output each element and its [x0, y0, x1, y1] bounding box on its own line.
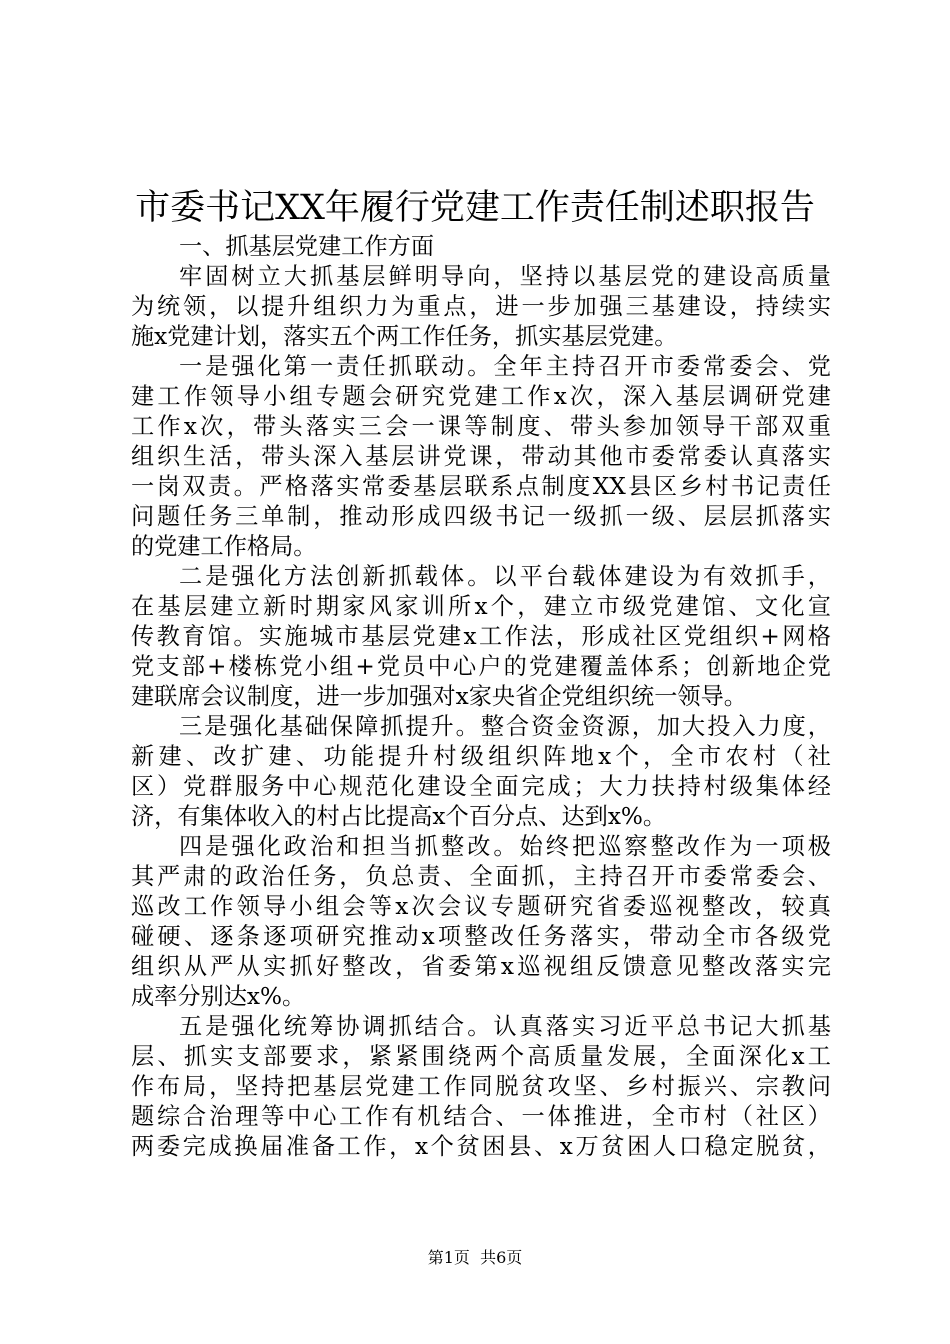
page-number: 第1页 [427, 1248, 470, 1267]
text-line: 组织从严从实抓好整改，省委第x巡视组反馈意见整改落实完 [131, 953, 831, 980]
text-line: 作布局，坚持把基层党建工作同脱贫攻坚、乡村振兴、宗教问 [131, 1073, 831, 1100]
text-line: 组织生活，带头深入基层讲党课，带动其他市委常委认真落实 [131, 443, 831, 470]
text-line: 其严肃的政治任务，负总责、全面抓，主持召开市委常委会、 [131, 863, 831, 890]
text-line: 济，有集体收入的村占比提高x个百分点、达到x%。 [131, 803, 667, 830]
text-line: 题综合治理等中心工作有机结合、一体推进，全市村（社区） [131, 1103, 831, 1130]
text-line: 为统领，以提升组织力为重点，进一步加强三基建设，持续实 [131, 293, 831, 320]
text-line: 在基层建立新时期家风家训所x个，建立市级党建馆、文化宣 [131, 593, 831, 620]
text-line: 一岗双责。严格落实常委基层联系点制度XX县区乡村书记责任 [131, 473, 831, 500]
document-title: 市委书记XX年履行党建工作责任制述职报告 [135, 188, 815, 228]
text-line: 施x党建计划，落实五个两工作任务，抓实基层党建。 [131, 323, 678, 350]
text-line: 一、抓基层党建工作方面 [179, 233, 435, 260]
text-line: 牢固树立大抓基层鲜明导向，坚持以基层党的建设高质量 [179, 263, 831, 290]
page-total: 共6页 [480, 1248, 523, 1267]
text-line: 传教育馆。实施城市基层党建x工作法，形成社区党组织+网格 [131, 623, 831, 650]
text-line: 巡改工作领导小组会等x次会议专题研究省委巡视整改，较真 [131, 893, 831, 920]
text-line: 两委完成换届准备工作，x个贫困县、x万贫困人口稳定脱贫， [131, 1133, 831, 1160]
text-line: 四是强化政治和担当抓整改。始终把巡察整改作为一项极 [179, 833, 831, 860]
text-line: 一是强化第一责任抓联动。全年主持召开市委常委会、党 [179, 353, 831, 380]
text-line: 区）党群服务中心规范化建设全面完成；大力扶持村级集体经 [131, 773, 831, 800]
text-line: 的党建工作格局。 [131, 533, 317, 560]
text-line: 党支部+楼栋党小组+党员中心户的党建覆盖体系；创新地企党 [131, 653, 831, 680]
document-body [131, 232, 831, 1162]
text-line: 工作x次，带头落实三会一课等制度、带头参加领导干部双重 [131, 413, 831, 440]
text-line: 五是强化统筹协调抓结合。认真落实习近平总书记大抓基 [179, 1013, 831, 1040]
text-line: 新建、改扩建、功能提升村级组织阵地x个，全市农村（社 [131, 743, 831, 770]
text-line: 建联席会议制度，进一步加强对x家央省企党组织统一领导。 [131, 683, 747, 710]
text-line: 成率分别达x%。 [131, 983, 306, 1010]
page-footer [0, 1247, 950, 1269]
text-line: 三是强化基础保障抓提升。整合资金资源，加大投入力度， [179, 713, 831, 740]
text-line: 碰硬、逐条逐项研究推动x项整改任务落实，带动全市各级党 [131, 923, 831, 950]
text-line: 层、抓实支部要求，紧紧围绕两个高质量发展，全面深化x工 [131, 1043, 831, 1070]
text-line: 二是强化方法创新抓载体。以平台载体建设为有效抓手， [179, 563, 831, 590]
text-line: 建工作领导小组专题会研究党建工作x次，深入基层调研党建 [131, 383, 831, 410]
text-line: 问题任务三单制，推动形成四级书记一级抓一级、层层抓落实 [131, 503, 831, 530]
